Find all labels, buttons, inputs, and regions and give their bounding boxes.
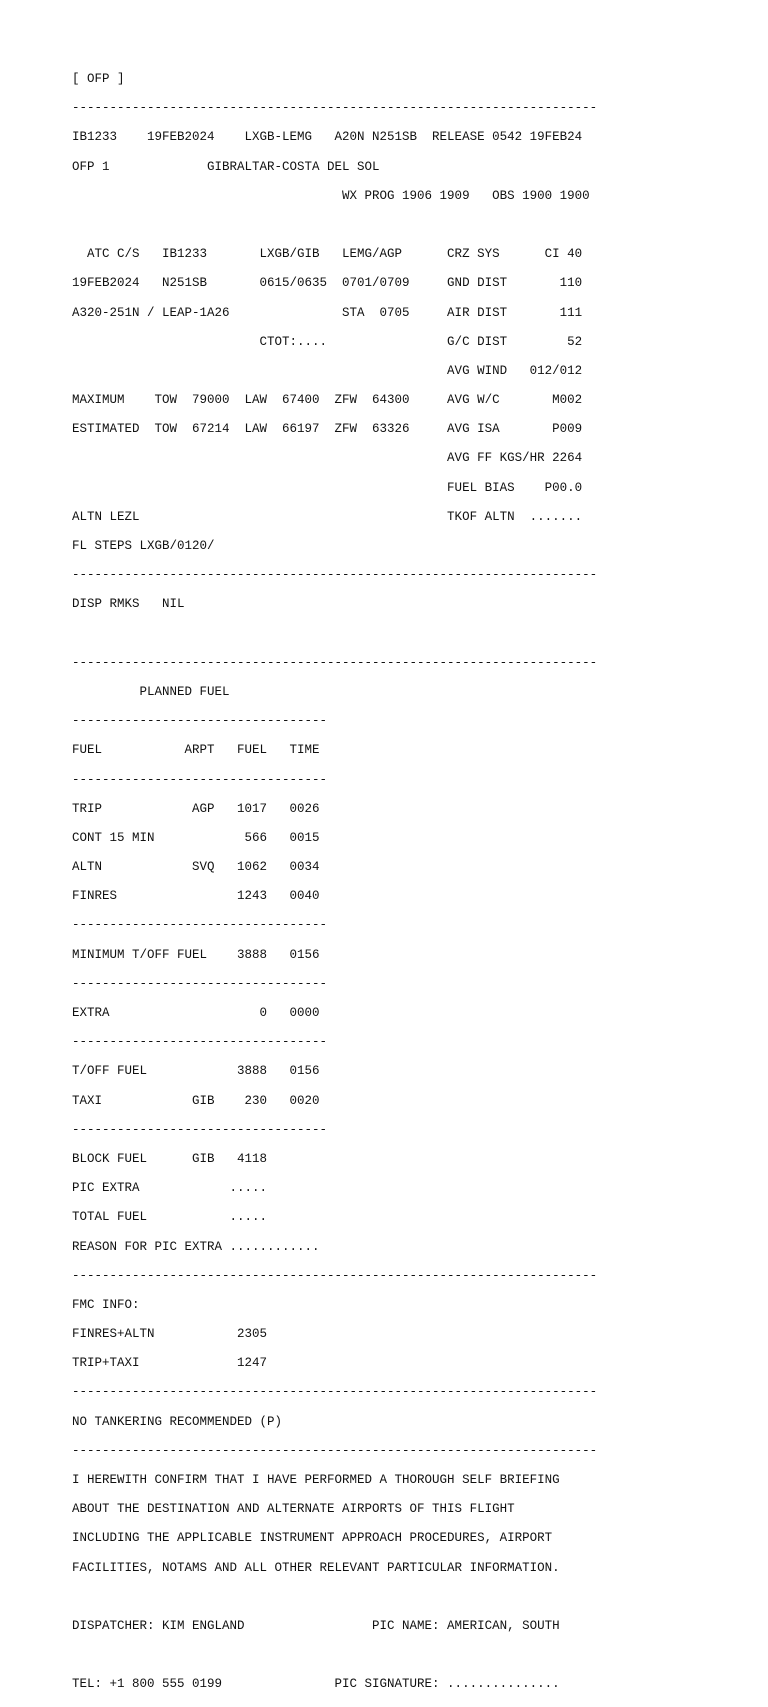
fuel-table-divider: ---------------------------------- xyxy=(72,918,328,933)
tel-signature-line: TEL: +1 800 555 0199 PIC SIGNATURE: ............... xyxy=(72,1677,560,1692)
wx-prog-line: WX PROG 1906 1909 OBS 1900 1900 xyxy=(72,188,590,203)
atc-callsign-line: ATC C/S IB1233 LXGB/GIB LEMG/AGP CRZ SYS CI 40 xyxy=(72,247,583,262)
tankering-line: NO TANKERING RECOMMENDED (P) xyxy=(72,1414,283,1429)
blank-line xyxy=(72,627,597,642)
fuel-row-min-toff: MINIMUM T/OFF FUEL 3888 0156 xyxy=(72,947,320,962)
fuel-row-pic-extra: PIC EXTRA ..... xyxy=(72,1181,268,1196)
fuel-bias-line: FUEL BIAS P00.0 xyxy=(72,480,583,495)
fuel-row-trip: TRIP AGP 1017 0026 xyxy=(72,801,320,816)
divider: ---------------------------------------------------------------------- xyxy=(72,101,598,116)
divider: ---------------------------------------------------------------------- xyxy=(72,568,598,583)
fuel-row-altn: ALTN SVQ 1062 0034 xyxy=(72,860,320,875)
fuel-row-block: BLOCK FUEL GIB 4118 xyxy=(72,1151,268,1166)
fmc-info-title: FMC INFO: xyxy=(72,1297,140,1312)
fl-steps-line: FL STEPS LXGB/0120/ xyxy=(72,539,215,553)
planned-fuel-title: PLANNED FUEL xyxy=(72,684,230,699)
fuel-table-divider: ---------------------------------- xyxy=(72,714,328,729)
fuel-table-divider: ---------------------------------- xyxy=(72,976,328,991)
fuel-table-divider: ---------------------------------- xyxy=(72,1122,328,1137)
ofp-header-tag: [ OFP ] xyxy=(72,72,125,86)
ofp-document xyxy=(72,72,597,1707)
fuel-table-divider: ---------------------------------- xyxy=(72,1035,328,1050)
fuel-table-divider: ---------------------------------- xyxy=(72,772,328,787)
flight-id-line: IB1233 19FEB2024 LXGB-LEMG A20N N251SB RELEASE 0542 19FEB24 xyxy=(72,130,583,145)
fuel-row-reason: REASON FOR PIC EXTRA ............ xyxy=(72,1239,320,1254)
date-registration-line: 19FEB2024 N251SB 0615/0635 0701/0709 GND DIST 110 xyxy=(72,276,583,291)
ofp-route-line: OFP 1 GIBRALTAR-COSTA DEL SOL xyxy=(72,159,380,174)
fmc-finres-altn: FINRES+ALTN 2305 xyxy=(72,1327,268,1342)
aircraft-type-line: A320-251N / LEAP-1A26 STA 0705 AIR DIST 111 xyxy=(72,305,583,320)
avg-wind-line: AVG WIND 012/012 xyxy=(72,363,583,378)
fuel-row-toff: T/OFF FUEL 3888 0156 xyxy=(72,1064,320,1079)
fuel-table-header: FUEL ARPT FUEL TIME xyxy=(72,743,320,758)
confirmation-line-2: ABOUT THE DESTINATION AND ALTERNATE AIRPORTS OF THIS FLIGHT xyxy=(72,1502,515,1517)
dispatcher-pic-name-line: DISPATCHER: KIM ENGLAND PIC NAME: AMERICAN, SOUTH xyxy=(72,1618,560,1633)
maximum-weights-line: MAXIMUM TOW 79000 LAW 67400 ZFW 64300 AVG W/C M002 xyxy=(72,393,583,408)
fmc-trip-taxi: TRIP+TAXI 1247 xyxy=(72,1356,268,1371)
fuel-row-total: TOTAL FUEL ..... xyxy=(72,1210,268,1225)
fuel-row-taxi: TAXI GIB 230 0020 xyxy=(72,1093,320,1108)
divider: ---------------------------------------------------------------------- xyxy=(72,1268,598,1283)
blank-line xyxy=(72,1648,597,1663)
blank-line xyxy=(72,1590,597,1605)
fuel-row-extra: EXTRA 0 0000 xyxy=(72,1006,320,1020)
confirmation-line-1: I HEREWITH CONFIRM THAT I HAVE PERFORMED A THOROUGH SELF BRIEFING xyxy=(72,1473,560,1487)
altn-line: ALTN LEZL TKOF ALTN ....... xyxy=(72,509,583,524)
confirmation-line-3: INCLUDING THE APPLICABLE INSTRUMENT APPROACH PROCEDURES, AIRPORT xyxy=(72,1531,553,1546)
avg-ff-line: AVG FF KGS/HR 2264 xyxy=(72,451,583,466)
divider: ---------------------------------------------------------------------- xyxy=(72,1385,598,1400)
blank-line xyxy=(72,218,597,233)
estimated-weights-line: ESTIMATED TOW 67214 LAW 66197 ZFW 63326 AVG ISA P009 xyxy=(72,422,583,437)
ctot-line: CTOT:.... G/C DIST 52 xyxy=(72,334,583,349)
fuel-row-finres: FINRES 1243 0040 xyxy=(72,889,320,904)
disp-rmks-line: DISP RMKS NIL xyxy=(72,597,185,612)
divider: ---------------------------------------------------------------------- xyxy=(72,655,598,670)
fuel-row-cont: CONT 15 MIN 566 0015 xyxy=(72,830,320,845)
confirmation-line-4: FACILITIES, NOTAMS AND ALL OTHER RELEVANT PARTICULAR INFORMATION. xyxy=(72,1560,560,1575)
divider: ---------------------------------------------------------------------- xyxy=(72,1443,598,1458)
